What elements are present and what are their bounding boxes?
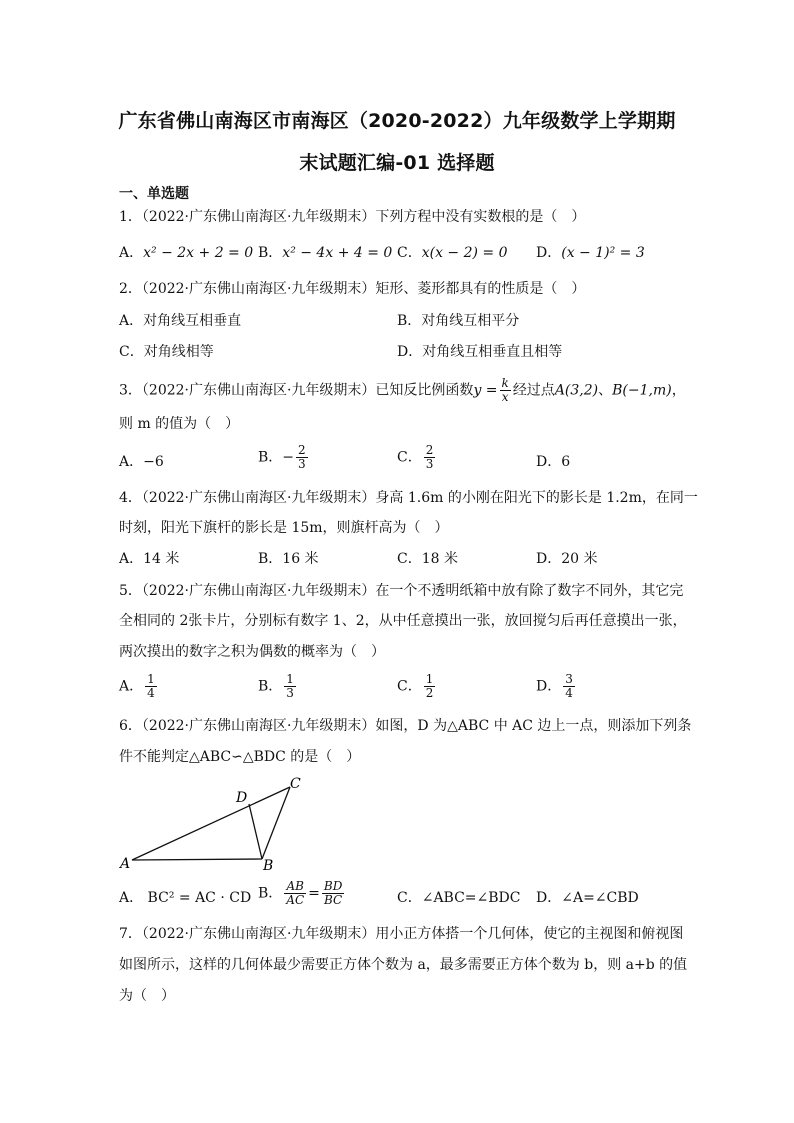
question-6-option-a: A． BC² = AC · CD [119, 890, 252, 906]
question-3-option-c: C． $\frac{2}{3}$ [397, 443, 434, 471]
question-2-text: 2．（2022·广东佛山南海区·九年级期末）矩形、菱形都具有的性质是（ ） [119, 281, 586, 297]
question-6-text-line1: 6．（2022·广东佛山南海区·九年级期末）如图，D 为△ABC 中 AC 边上一点，则添加下列条 [119, 718, 692, 734]
question-7-text-line3: 为（ ） [119, 988, 175, 1004]
question-7-text-line2: 如图所示，这样的几何体最少需要正方体个数为 a，最多需要正方体个数为 b，则 a+b 的值 [119, 957, 688, 973]
question-4-option-d: D．20 米 [536, 551, 598, 567]
question-5-option-c: C． $\frac{1}{2}$ [397, 672, 434, 700]
question-4-option-a: A．14 米 [119, 551, 180, 567]
question-1-option-c: C．x(x − 2) = 0 [397, 245, 508, 261]
vertex-label-a: A [120, 856, 131, 872]
question-4-text-line2: 时刻，阳光下旗杆的影长是 15m，则旗杆高为（ ） [119, 520, 449, 536]
question-1-option-d: D．(x − 1)² = 3 [536, 245, 645, 261]
question-6-option-b: B． $\frac{AB}{AC}$ = $\frac{BD}{BC}$ [258, 879, 343, 907]
question-2-option-b: B．对角线互相平分 [397, 313, 520, 329]
question-1-text: 1．（2022·广东佛山南海区·九年级期末）下列方程中没有实数根的是（ ） [119, 209, 586, 225]
question-3-fraction: $\frac{k}{x}$ [501, 376, 509, 404]
question-2-option-c: C．对角线相等 [119, 344, 214, 360]
segment-ab [132, 859, 262, 860]
question-5-option-a: A． $\frac{1}{4}$ [119, 672, 155, 700]
segment-bd [249, 804, 262, 859]
document-title-line1: 广东省佛山南海区市南海区（2020-2022）九年级数学上学期期 [118, 110, 676, 132]
question-4-text-line1: 4．（2022·广东佛山南海区·九年级期末）身高 1.6m 的小刚在阳光下的影长是 1.2m，在同一 [119, 490, 698, 506]
question-6-option-c: C．∠ABC=∠BDC [397, 890, 521, 906]
question-7-text-line1: 7．（2022·广东佛山南海区·九年级期末）用小正方体搭一个几何体，使它的主视图和俯视图 [119, 926, 684, 942]
question-4-option-c: C．18 米 [397, 551, 458, 567]
question-2-option-a: A．对角线互相垂直 [119, 313, 242, 329]
section-heading: 一、单选题 [119, 186, 189, 202]
question-5-text-line3: 两次摸出的数字之积为偶数的概率为（ ） [119, 644, 385, 660]
question-1-option-a: A．x² − 2x + 2 = 0 [119, 245, 254, 261]
question-3-text: 3．（2022·广东佛山南海区·九年级期末）已知反比例函数y = $\frac{k}{x}$ 经过点A(3,2)、B(−1,m)， [119, 376, 686, 404]
question-3-text-line2: 则 m 的值为（ ） [119, 416, 240, 432]
question-1-option-b: B．x² − 4x + 4 = 0 [258, 245, 393, 261]
question-3-option-a: A．−6 [119, 454, 164, 470]
vertex-label-b: B [263, 858, 274, 872]
vertex-label-d: D [236, 790, 248, 806]
question-3-option-b: B．− $\frac{2}{3}$ [258, 443, 306, 471]
question-6-text-line2: 件不能判定△ABC∽△BDC 的是（ ） [119, 749, 361, 765]
question-5-text-line1: 5．（2022·广东佛山南海区·九年级期末）在一个不透明纸箱中放有除了数字不同外，其它完 [119, 583, 684, 599]
question-3-option-d: D．6 [536, 454, 571, 470]
triangle-figure [116, 772, 316, 872]
question-6-option-d: D．∠A=∠CBD [536, 890, 639, 906]
question-5-option-d: D． $\frac{3}{4}$ [536, 672, 573, 700]
question-2-option-d: D．对角线互相垂直且相等 [397, 344, 563, 360]
question-5-text-line2: 全相同的 2张卡片，分别标有数字 1、2，从中任意摸出一张，放回搅匀后再任意摸出一张， [119, 613, 687, 629]
question-4-option-b: B．16 米 [258, 551, 319, 567]
question-5-option-b: B． $\frac{1}{3}$ [258, 672, 294, 700]
document-title-line2: 末试题汇编-01 选择题 [299, 152, 495, 174]
vertex-label-c: C [290, 776, 301, 792]
